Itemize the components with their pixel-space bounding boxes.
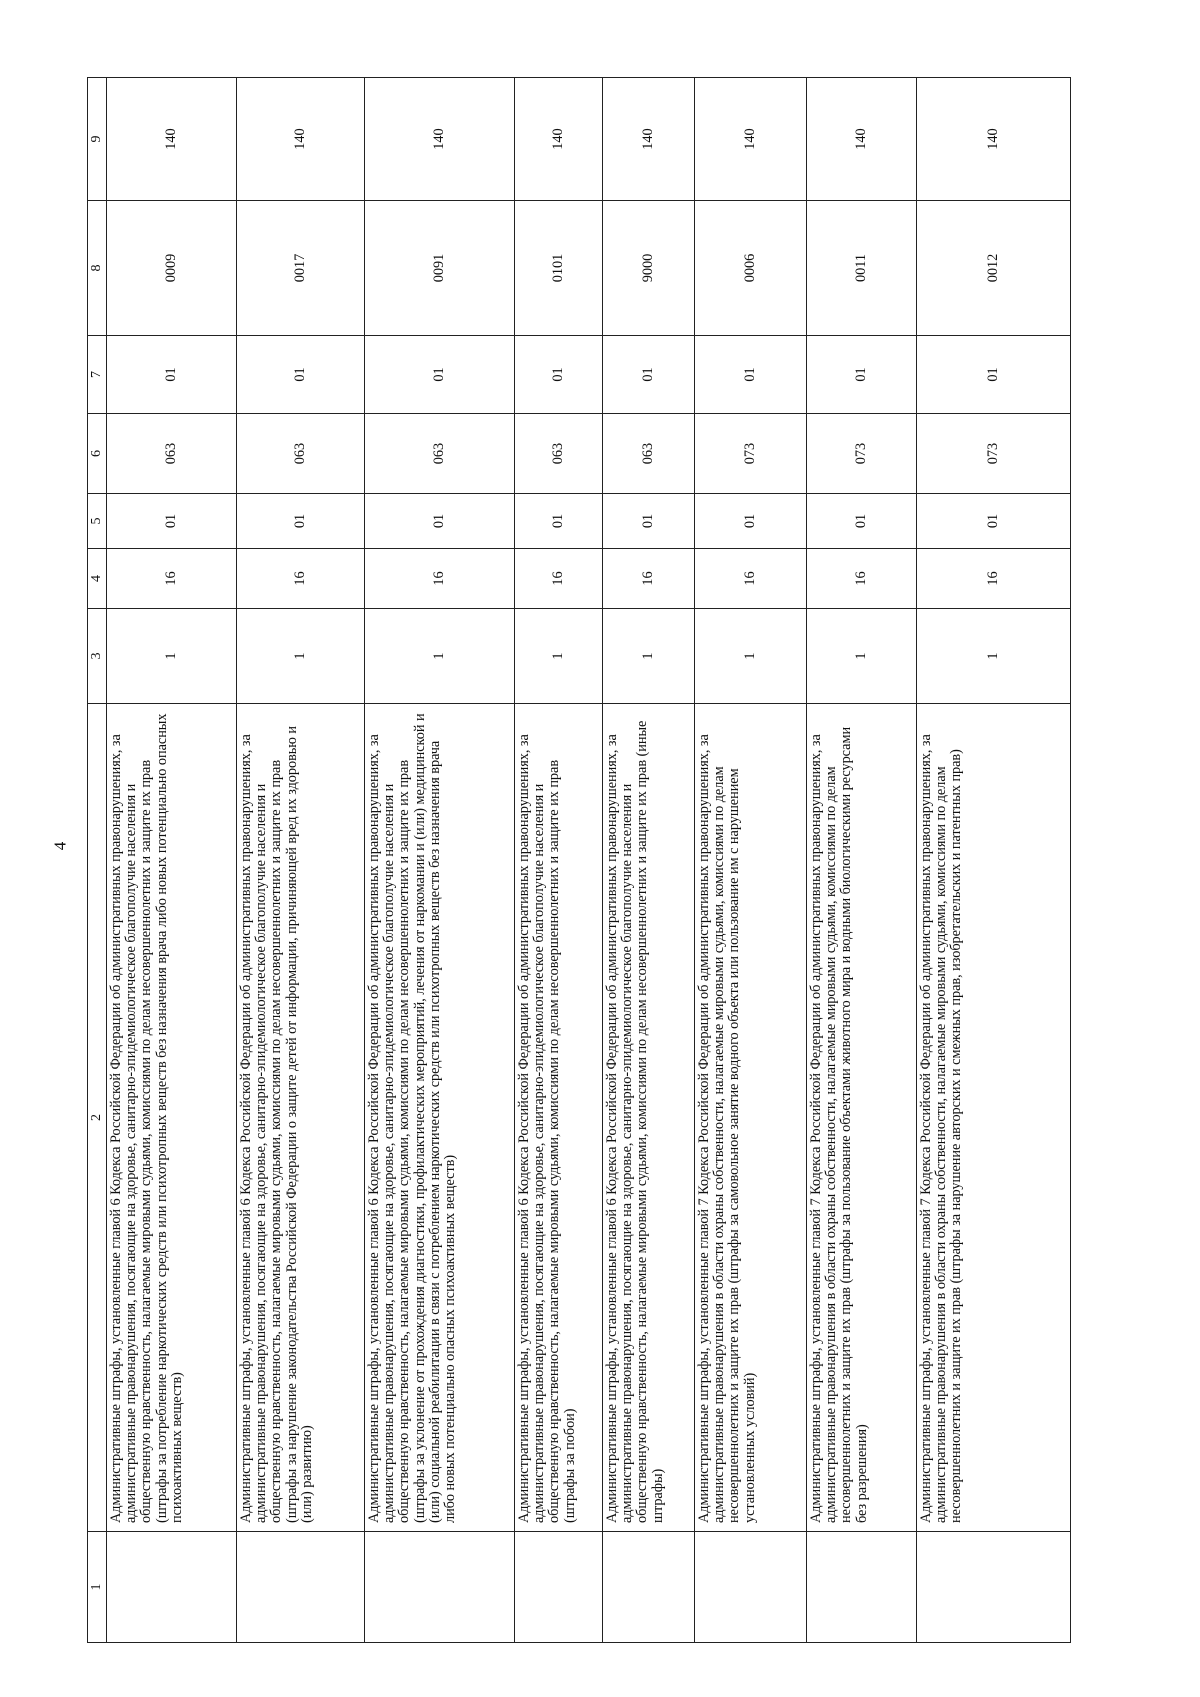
table-row xyxy=(603,78,695,1643)
cell-description: Административные штрафы, установленные главой 7 Кодекса Российской Федерации об административных правонарушениях, за административные правонарушения в области охраны собственности, налагаемые мировыми судьями, комиссиями по делам несовершеннолетних и защите их прав (штрафы за пользование объектами животного мира и водными биологическими ресурсами без разрешения) xyxy=(807,704,917,1532)
cell-col-4: 16 xyxy=(107,549,237,609)
cell-col-7: 01 xyxy=(917,336,1071,414)
cell-col-7: 01 xyxy=(107,336,237,414)
cell-col-7: 01 xyxy=(237,336,365,414)
cell-col-7: 01 xyxy=(603,336,695,414)
cell-col-3: 1 xyxy=(917,609,1071,704)
table-row xyxy=(107,78,237,1643)
table-row xyxy=(917,78,1071,1643)
cell-col-1 xyxy=(917,1532,1071,1643)
header-col-7: 7 xyxy=(88,336,107,414)
cell-description: Административные штрафы, установленные главой 6 Кодекса Российской Федерации об административных правонарушениях, за административные правонарушения, посягающие на здоровье, санитарно-эпидемиологическое благополучие населения и общественную нравственность, налагаемые мировыми судьями, комиссиями по делам несовершеннолетних и защите их прав (штрафы за уклонение от прохождения диагностики, профилактических мероприятий, лечения от наркомании и (или) медицинской и (или) социальной реабилитации в связи с потреблением наркотических средств или психотропных веществ без назначения врача либо новых потенциально опасных психоактивных веществ) xyxy=(365,704,515,1532)
cell-col-3: 1 xyxy=(603,609,695,704)
cell-col-7: 01 xyxy=(695,336,807,414)
header-col-4: 4 xyxy=(88,549,107,609)
cell-col-6: 073 xyxy=(695,414,807,494)
cell-col-6: 063 xyxy=(365,414,515,494)
cell-col-1 xyxy=(107,1532,237,1643)
cell-col-4: 16 xyxy=(807,549,917,609)
cell-col-6: 063 xyxy=(515,414,603,494)
header-col-3: 3 xyxy=(88,609,107,704)
cell-col-1 xyxy=(807,1532,917,1643)
cell-description: Административные штрафы, установленные главой 7 Кодекса Российской Федерации об административных правонарушениях, за административные правонарушения в области охраны собственности, налагаемые мировыми судьями, комиссиями по делам несовершеннолетних и защите их прав (штрафы за самовольное занятие водного объекта или пользование им с нарушением установленных условий) xyxy=(695,704,807,1532)
header-col-1: 1 xyxy=(88,1532,107,1643)
cell-col-3: 1 xyxy=(237,609,365,704)
cell-col-6: 073 xyxy=(807,414,917,494)
cell-col-9: 140 xyxy=(695,78,807,201)
table-row xyxy=(237,78,365,1643)
cell-col-9: 140 xyxy=(237,78,365,201)
cell-col-8: 0009 xyxy=(107,201,237,336)
budget-classification-table xyxy=(87,77,1071,1643)
cell-col-6: 073 xyxy=(917,414,1071,494)
header-col-5: 5 xyxy=(88,494,107,549)
cell-col-7: 01 xyxy=(807,336,917,414)
cell-col-6: 063 xyxy=(107,414,237,494)
header-col-9: 9 xyxy=(88,78,107,201)
header-row xyxy=(88,78,107,1643)
header-col-6: 6 xyxy=(88,414,107,494)
cell-col-9: 140 xyxy=(107,78,237,201)
cell-col-8: 0006 xyxy=(695,201,807,336)
cell-col-8: 9000 xyxy=(603,201,695,336)
cell-col-3: 1 xyxy=(515,609,603,704)
cell-col-9: 140 xyxy=(807,78,917,201)
cell-col-4: 16 xyxy=(917,549,1071,609)
page-number: 4 xyxy=(50,841,70,851)
cell-col-5: 01 xyxy=(917,494,1071,549)
cell-col-3: 1 xyxy=(807,609,917,704)
cell-description: Административные штрафы, установленные главой 6 Кодекса Российской Федерации об административных правонарушениях, за административные правонарушения, посягающие на здоровье, санитарно-эпидемиологическое благополучие населения и общественную нравственность, налагаемые мировыми судьями, комиссиями по делам несовершеннолетних и защите их прав (штрафы за побои) xyxy=(515,704,603,1532)
cell-description: Административные штрафы, установленные главой 6 Кодекса Российской Федерации об административных правонарушениях, за административные правонарушения, посягающие на здоровье, санитарно-эпидемиологическое благополучие населения и общественную нравственность, налагаемые мировыми судьями, комиссиями по делам несовершеннолетних и защите их прав (иные штрафы) xyxy=(603,704,695,1532)
cell-col-1 xyxy=(603,1532,695,1643)
cell-col-6: 063 xyxy=(237,414,365,494)
cell-description: Административные штрафы, установленные главой 6 Кодекса Российской Федерации об административных правонарушениях, за административные правонарушения, посягающие на здоровье, санитарно-эпидемиологическое благополучие населения и общественную нравственность, налагаемые мировыми судьями, комиссиями по делам несовершеннолетних и защите их прав (штрафы за нарушение законодательства Российской Федерации о защите детей от информации, причиняющей вред их здоровью и (или) развитию) xyxy=(237,704,365,1532)
cell-col-1 xyxy=(515,1532,603,1643)
header-col-8: 8 xyxy=(88,201,107,336)
cell-col-8: 0101 xyxy=(515,201,603,336)
cell-col-9: 140 xyxy=(515,78,603,201)
cell-col-3: 1 xyxy=(695,609,807,704)
cell-col-4: 16 xyxy=(237,549,365,609)
cell-col-1 xyxy=(695,1532,807,1643)
cell-col-7: 01 xyxy=(515,336,603,414)
cell-col-6: 063 xyxy=(603,414,695,494)
cell-col-5: 01 xyxy=(807,494,917,549)
cell-col-9: 140 xyxy=(603,78,695,201)
cell-col-5: 01 xyxy=(237,494,365,549)
cell-col-7: 01 xyxy=(365,336,515,414)
cell-col-5: 01 xyxy=(515,494,603,549)
cell-col-4: 16 xyxy=(365,549,515,609)
cell-col-5: 01 xyxy=(603,494,695,549)
cell-col-9: 140 xyxy=(917,78,1071,201)
cell-col-8: 0091 xyxy=(365,201,515,336)
cell-col-4: 16 xyxy=(515,549,603,609)
cell-col-8: 0012 xyxy=(917,201,1071,336)
cell-description: Административные штрафы, установленные главой 7 Кодекса Российской Федерации об административных правонарушениях, за административные правонарушения в области охраны собственности, налагаемые мировыми судьями, комиссиями по делам несовершеннолетних и защите их прав (штрафы за нарушение авторских и смежных прав, изобретательских и патентных прав) xyxy=(917,704,1071,1532)
cell-description: Административные штрафы, установленные главой 6 Кодекса Российской Федерации об административных правонарушениях, за административные правонарушения, посягающие на здоровье, санитарно-эпидемиологическое благополучие населения и общественную нравственность, налагаемые мировыми судьями, комиссиями по делам несовершеннолетних и защите их прав (штрафы за потребление наркотических средств или психотропных веществ без назначения врача либо новых потенциально опасных психоактивных веществ) xyxy=(107,704,237,1532)
cell-col-5: 01 xyxy=(107,494,237,549)
cell-col-4: 16 xyxy=(695,549,807,609)
table-row xyxy=(515,78,603,1643)
header-col-2: 2 xyxy=(88,704,107,1532)
cell-col-8: 0017 xyxy=(237,201,365,336)
cell-col-9: 140 xyxy=(365,78,515,201)
table-row xyxy=(365,78,515,1643)
table-row xyxy=(807,78,917,1643)
cell-col-3: 1 xyxy=(107,609,237,704)
cell-col-5: 01 xyxy=(695,494,807,549)
table-row xyxy=(695,78,807,1643)
cell-col-1 xyxy=(237,1532,365,1643)
cell-col-8: 0011 xyxy=(807,201,917,336)
cell-col-4: 16 xyxy=(603,549,695,609)
cell-col-3: 1 xyxy=(365,609,515,704)
cell-col-1 xyxy=(365,1532,515,1643)
cell-col-5: 01 xyxy=(365,494,515,549)
rotated-table-container xyxy=(87,78,1069,1643)
